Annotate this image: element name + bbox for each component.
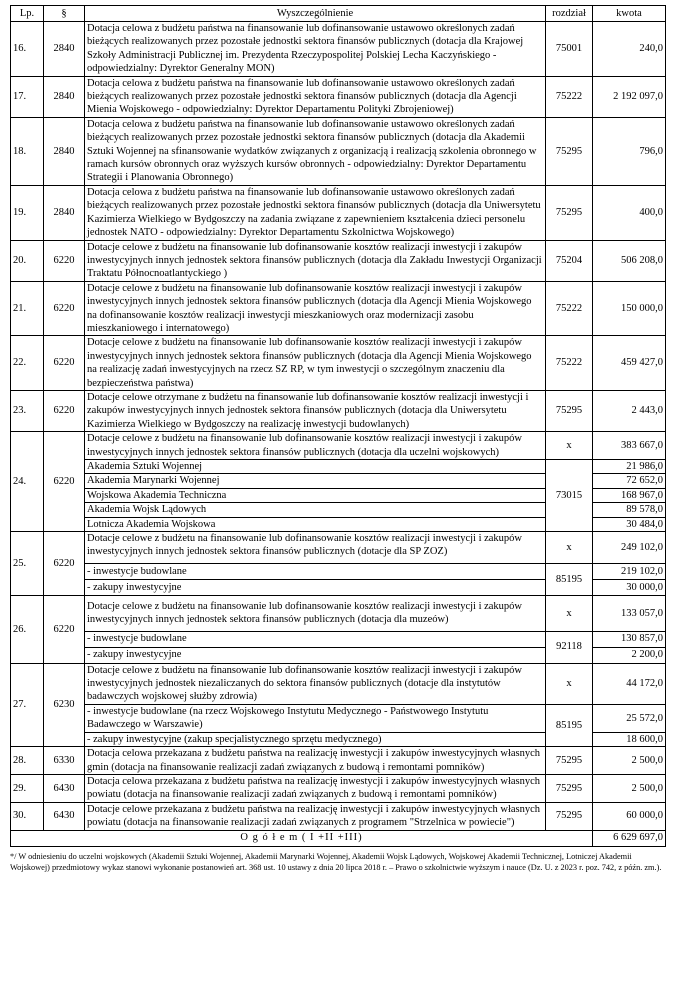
amount-cell: 2 443,0 xyxy=(593,390,666,431)
description-cell: Dotacje celowe z budżetu na finansowanie lub dofinansowanie kosztów realizacji inwestycji i zakupów inwestycyjnych innych jednostek sektora finansów publicznych (dotacja dla Zakładu Inwestycji Organizacji Traktatu Północnoatlantyckiego ) xyxy=(85,240,546,281)
paragraph-cell: 6220 xyxy=(44,281,85,336)
description-cell: Dotacja celowa z budżetu państwa na finansowanie lub dofinansowanie ustawowo określonych zadań bieżących realizowanych przez pozostałe jednostki sektora finansów publicznych (dotacja dla Akademii Sztuki Wojennej na sfinansowanie wydatków związanych z organizacją i realizacją szkolenia obronnego w ramach kursów obronnych oraz wyższych kursów obronnych - odpowiedzialny: Dyrektor Departamentu Strategii i Planowania Obronnego) xyxy=(85,117,546,185)
header-paragraph: § xyxy=(44,6,85,22)
amount-cell: 60 000,0 xyxy=(593,802,666,830)
amount-cell: 150 000,0 xyxy=(593,281,666,336)
description-cell: Dotacja celowa z budżetu państwa na finansowanie lub dofinansowanie ustawowo określonych zadań bieżących realizowanych przez pozostałe jednostki sektora finansów publicznych (dotacja dla Krajowej Szkoły Administracji Publicznej im. Prezydenta Rzeczypospolitej Polskiej Lecha Kaczyńskiego - odpowiedzialny: Dyrektor Generalny MON) xyxy=(85,22,546,77)
sub-label: Akademia Sztuki Wojennej xyxy=(85,460,546,474)
chapter-cell: x xyxy=(546,532,593,564)
description-cell: Dotacja celowa z budżetu państwa na finansowanie lub dofinansowanie ustawowo określonych zadań bieżących realizowanych przez pozostałe jednostki sektora finansów publicznych (dotacja dla Agencji Mienia Wojskowego - odpowiedzialny: Dyrektor Departamentu Polityki Zbrojeniowej) xyxy=(85,76,546,117)
lp-cell: 21. xyxy=(11,281,44,336)
lp-cell: 24. xyxy=(11,432,44,532)
sub-amount: 25 572,0 xyxy=(593,704,666,732)
sub-amount: 89 578,0 xyxy=(593,503,666,517)
chapter-cell: 85195 xyxy=(546,563,593,595)
table-row xyxy=(11,774,666,802)
amount-cell: 2 500,0 xyxy=(593,747,666,775)
chapter-cell: 75295 xyxy=(546,802,593,830)
lp-cell: 18. xyxy=(11,117,44,185)
sub-label: - inwestycje budowlane xyxy=(85,631,546,647)
paragraph-cell: 6220 xyxy=(44,595,85,663)
header-lp: Lp. xyxy=(11,6,44,22)
sub-row xyxy=(11,704,666,732)
description-cell: Dotacja celowa przekazana z budżetu państwa na realizację inwestycji i zakupów inwestycyjnych własnych gmin (dotacja na finansowanie realizacji zadań związanych z budową i remontami pomników) xyxy=(85,747,546,775)
paragraph-cell: 6230 xyxy=(44,663,85,746)
sub-label: Akademia Marynarki Wojennej xyxy=(85,474,546,488)
amount-cell: 240,0 xyxy=(593,22,666,77)
footnote: */ W odniesieniu do uczelni wojskowych (Akademii Sztuki Wojennej, Akademii Marynarki Wojennej, Akademii Wojsk Lądowych, Wojskowej Akademii Technicznej, Lotniczej Akademii Wojskowej) przedmiotowy wykaz stanowi wykonanie postanowień art. 368 ust. 10 ustawy z dnia 20 lipca 2018 r. – Prawo o szkolnictwie wyższym i nauce (Dz. U. z 2023 r. poz. 742, z późn. zm.). xyxy=(10,851,662,872)
chapter-cell: 85195 xyxy=(546,704,593,746)
grant-table xyxy=(10,5,666,847)
table-header-row xyxy=(11,6,666,22)
description-cell: Dotacja celowa przekazana z budżetu państwa na realizację inwestycji i zakupów inwestycyjnych własnych powiatu (dotacja na finansowanie realizacji zadań związanych z budową i remontami pomników) xyxy=(85,774,546,802)
lp-cell: 30. xyxy=(11,802,44,830)
amount-cell: 383 667,0 xyxy=(593,432,666,460)
sub-label: Lotnicza Akademia Wojskowa xyxy=(85,517,546,531)
table-row xyxy=(11,595,666,631)
sub-label: - zakupy inwestycyjne xyxy=(85,647,546,663)
sub-label: - zakupy inwestycyjne xyxy=(85,579,546,595)
chapter-cell: 75295 xyxy=(546,774,593,802)
total-label: O g ó ł e m ( I +II +III) xyxy=(11,830,593,846)
description-cell: Dotacje celowe z budżetu na finansowanie lub dofinansowanie kosztów realizacji inwestycji i zakupów inwestycyjnych innych jednostek sektora finansów publicznych (dotacja dla Agencji Mienia Wojskowego na realizację zadań inwestycyjnych na rzecz SZ RP, w tym inwestycji o szczególnym znaczeniu dla bezpieczeństwa państwa) xyxy=(85,336,546,391)
table-row xyxy=(11,747,666,775)
chapter-cell: 75204 xyxy=(546,240,593,281)
table-row xyxy=(11,432,666,460)
table-row xyxy=(11,117,666,185)
lp-cell: 22. xyxy=(11,336,44,391)
chapter-cell: x xyxy=(546,432,593,460)
sub-amount: 130 857,0 xyxy=(593,631,666,647)
sub-amount: 18 600,0 xyxy=(593,732,666,746)
paragraph-cell: 6220 xyxy=(44,432,85,532)
description-cell: Dotacje celowe z budżetu na finansowanie lub dofinansowanie kosztów realizacji inwestycji i zakupów inwestycyjnych jednostek niezaliczanych do sektora finansów publicznych (dotacje dla instytutów badawczych wojskowej służby zdrowia) xyxy=(85,663,546,704)
chapter-cell: 92118 xyxy=(546,631,593,663)
description-cell: Dotacja celowa z budżetu państwa na finansowanie lub dofinansowanie ustawowo określonych zadań bieżących realizowanych przez pozostałe jednostki sektora finansów publicznych (dotacja dla Uniwersytetu Kazimierza Wielkiego w Bydgoszczy na zadania związane z zapewnieniem kształcenia dzieci personelu jednostek NATO - odpowiedzialny: Dyrektor Departamentu Szkolnictwa Wojskowego) xyxy=(85,185,546,240)
table-row xyxy=(11,76,666,117)
sub-amount: 219 102,0 xyxy=(593,563,666,579)
total-amount: 6 629 697,0 xyxy=(593,830,666,846)
description-cell: Dotacje celowe z budżetu na finansowanie lub dofinansowanie kosztów realizacji inwestycji i zakupów inwestycyjnych innych jednostek sektora finansów publicznych (dotacja dla muzeów) xyxy=(85,595,546,631)
amount-cell: 796,0 xyxy=(593,117,666,185)
document-page xyxy=(10,5,665,873)
chapter-cell: 75295 xyxy=(546,117,593,185)
table-row xyxy=(11,532,666,564)
lp-cell: 26. xyxy=(11,595,44,663)
sub-amount: 30 484,0 xyxy=(593,517,666,531)
sub-label: - inwestycje budowlane xyxy=(85,563,546,579)
paragraph-cell: 2840 xyxy=(44,76,85,117)
amount-cell: 2 500,0 xyxy=(593,774,666,802)
amount-cell: 249 102,0 xyxy=(593,532,666,564)
lp-cell: 23. xyxy=(11,390,44,431)
description-cell: Dotacje celowe z budżetu na finansowanie lub dofinansowanie kosztów realizacji inwestycji i zakupów inwestycyjnych innych jednostek sektora finansów publicznych (dotacje dla SP ZOZ) xyxy=(85,532,546,564)
table-row xyxy=(11,336,666,391)
sub-label: - inwestycje budowlane (na rzecz Wojskowego Instytutu Medycznego - Państwowego Instytutu Badawczego w Warszawie) xyxy=(85,704,546,732)
lp-cell: 16. xyxy=(11,22,44,77)
description-cell: Dotacje celowe otrzymane z budżetu na finansowanie lub dofinansowanie kosztów realizacji inwestycji i zakupów inwestycyjnych innych jednostek sektora finansów publicznych (dotacja dla Uniwersytetu Kazimierza Wielkiego w Bydgoszczy na realizację inwestycji budowlanych) xyxy=(85,390,546,431)
table-row xyxy=(11,390,666,431)
amount-cell: 44 172,0 xyxy=(593,663,666,704)
amount-cell: 506 208,0 xyxy=(593,240,666,281)
paragraph-cell: 2840 xyxy=(44,117,85,185)
lp-cell: 19. xyxy=(11,185,44,240)
header-description: Wyszczególnienie xyxy=(85,6,546,22)
paragraph-cell: 6220 xyxy=(44,390,85,431)
sub-amount: 21 986,0 xyxy=(593,460,666,474)
sub-label: - zakupy inwestycyjne (zakup specjalistycznego sprzętu medycznego) xyxy=(85,732,546,746)
lp-cell: 29. xyxy=(11,774,44,802)
chapter-cell: 75295 xyxy=(546,185,593,240)
chapter-cell: 75295 xyxy=(546,390,593,431)
lp-cell: 20. xyxy=(11,240,44,281)
table-row xyxy=(11,22,666,77)
sub-row xyxy=(11,460,666,474)
header-chapter: rozdział xyxy=(546,6,593,22)
chapter-cell: 75222 xyxy=(546,336,593,391)
amount-cell: 2 192 097,0 xyxy=(593,76,666,117)
paragraph-cell: 6430 xyxy=(44,802,85,830)
description-cell: Dotacje celowe z budżetu na finansowanie lub dofinansowanie kosztów realizacji inwestycji i zakupów inwestycyjnych innych jednostek sektora finansów publicznych (dotacja dla uczelni wojskowych) xyxy=(85,432,546,460)
table-row xyxy=(11,185,666,240)
chapter-cell: x xyxy=(546,595,593,631)
paragraph-cell: 2840 xyxy=(44,22,85,77)
description-cell: Dotacje celowe przekazana z budżetu państwa na realizację inwestycji i zakupów inwestycyjnych własnych powiatu (dotacja na finansowanie realizacji zadań związanych z programem "Strzelnica w powiecie") xyxy=(85,802,546,830)
sub-label: Wojskowa Akademia Techniczna xyxy=(85,488,546,502)
sub-row xyxy=(11,631,666,647)
paragraph-cell: 6220 xyxy=(44,532,85,596)
sub-label: Akademia Wojsk Lądowych xyxy=(85,503,546,517)
sub-amount: 2 200,0 xyxy=(593,647,666,663)
sub-row xyxy=(11,563,666,579)
sub-amount: 168 967,0 xyxy=(593,488,666,502)
amount-cell: 133 057,0 xyxy=(593,595,666,631)
lp-cell: 27. xyxy=(11,663,44,746)
table-row xyxy=(11,663,666,704)
total-row xyxy=(11,830,666,846)
table-row xyxy=(11,802,666,830)
lp-cell: 17. xyxy=(11,76,44,117)
amount-cell: 400,0 xyxy=(593,185,666,240)
chapter-cell: 75222 xyxy=(546,281,593,336)
paragraph-cell: 2840 xyxy=(44,185,85,240)
sub-amount: 30 000,0 xyxy=(593,579,666,595)
paragraph-cell: 6430 xyxy=(44,774,85,802)
table-row xyxy=(11,281,666,336)
chapter-cell: 75295 xyxy=(546,747,593,775)
chapter-cell: x xyxy=(546,663,593,704)
lp-cell: 25. xyxy=(11,532,44,596)
amount-cell: 459 427,0 xyxy=(593,336,666,391)
chapter-cell: 73015 xyxy=(546,460,593,532)
chapter-cell: 75001 xyxy=(546,22,593,77)
chapter-cell: 75222 xyxy=(546,76,593,117)
description-cell: Dotacje celowe z budżetu na finansowanie lub dofinansowanie kosztów realizacji inwestycji i zakupów inwestycyjnych innych jednostek sektora finansów publicznych (dotacja dla Agencji Mienia Wojskowego na dofinansowanie kosztów realizacji inwestycji mieszkaniowych oraz modernizacji zasobu mieszkaniowego i internatowego) xyxy=(85,281,546,336)
table-row xyxy=(11,240,666,281)
sub-amount: 72 652,0 xyxy=(593,474,666,488)
paragraph-cell: 6220 xyxy=(44,240,85,281)
paragraph-cell: 6330 xyxy=(44,747,85,775)
header-amount: kwota xyxy=(593,6,666,22)
lp-cell: 28. xyxy=(11,747,44,775)
paragraph-cell: 6220 xyxy=(44,336,85,391)
